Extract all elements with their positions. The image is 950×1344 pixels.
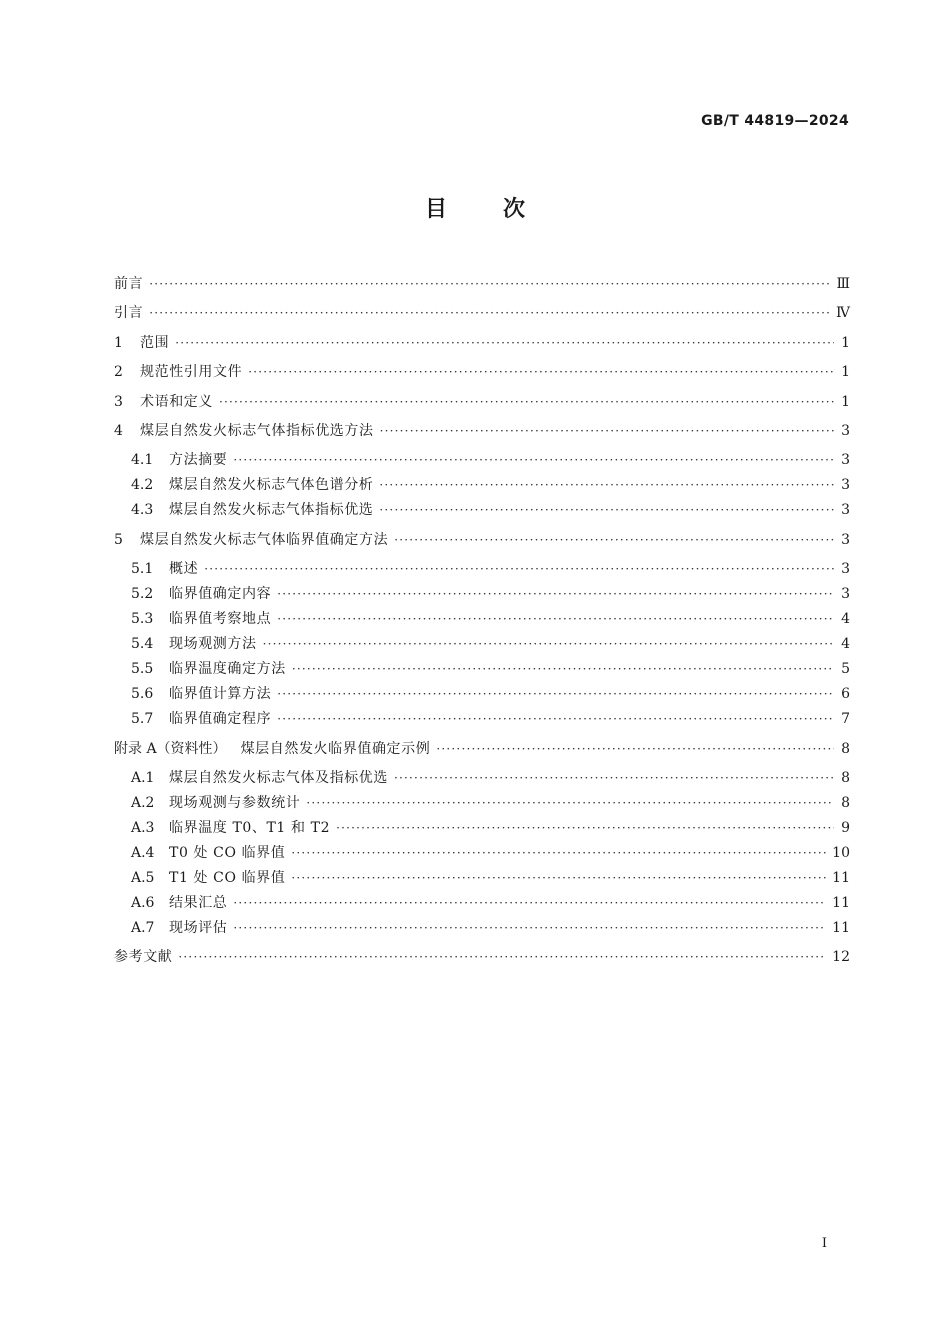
toc-entry-page: 1 [841,364,850,381]
toc-entry[interactable] [114,682,850,707]
toc-entry-page: 1 [841,334,850,351]
toc-entry[interactable] [114,866,850,891]
toc-leader [263,632,834,657]
toc-entry-text: 方法摘要 [169,452,228,469]
toc-entry-number: 5 [114,531,123,548]
toc-entry[interactable] [114,916,850,945]
toc-entry-page: 8 [841,794,850,811]
toc-leader [277,707,834,732]
toc-leader [219,390,834,415]
toc-entry-number: 5.2 [131,586,154,603]
toc-entry[interactable] [114,360,850,389]
toc-entry-page: 3 [841,452,850,469]
toc-leader [379,498,834,523]
toc-entry-number: 5.4 [131,636,154,653]
toc-entry-number: A.4 [131,844,155,861]
toc-entry[interactable] [114,816,850,841]
toc-entry[interactable] [114,945,850,974]
toc-entry[interactable] [114,272,850,301]
toc-leader [204,557,834,582]
toc-leader [292,657,834,682]
toc-entry-page: 12 [832,949,850,966]
toc-leader [394,766,834,791]
toc-entry-page: 11 [832,869,850,886]
toc-entry[interactable] [114,891,850,916]
toc-leader [380,419,834,444]
toc-entry-page: 1 [841,393,850,410]
toc-leader [178,945,826,970]
toc-entry-text: 概述 [169,561,199,578]
toc-entry-text: 范围 [140,334,170,351]
toc-entry[interactable] [114,707,850,736]
toc-entry-number: 5.5 [131,661,154,678]
toc-entry-page: 3 [841,422,850,439]
toc-entry-number: A.3 [131,819,155,836]
toc-entry-page: Ⅳ [836,305,850,322]
toc-entry-text: 引言 [114,305,144,322]
toc-entry-text: T0 处 CO 临界值 [169,844,286,861]
toc-entry-page: 9 [841,819,850,836]
toc-entry-text: 现场评估 [169,919,228,936]
toc-entry-page: 8 [841,769,850,786]
toc-entry[interactable] [114,737,850,766]
toc-entry-text: 临界值确定程序 [169,711,272,728]
toc-entry-page: Ⅲ [836,276,850,292]
toc-entry[interactable] [114,607,850,632]
toc-entry-text: 参考文献 [114,949,173,966]
toc-entry-number: A.6 [131,894,155,911]
toc-entry-page: 10 [832,844,850,861]
toc-entry-text: 临界温度确定方法 [169,661,286,678]
toc-entry-page: 4 [841,636,850,653]
toc-entry[interactable] [114,498,850,527]
toc-entry[interactable] [114,419,850,448]
toc-entry-text: 煤层自然发火标志气体指标优选 [169,502,374,519]
toc-entry-number: 5.6 [131,686,154,703]
toc-entry[interactable] [114,557,850,582]
toc-entry[interactable] [114,390,850,419]
toc-leader [149,272,830,297]
page-number: I [821,1236,827,1251]
toc-entry-text: 煤层自然发火标志气体及指标优选 [169,769,388,786]
toc-entry[interactable] [114,448,850,473]
toc-entry-number: A.5 [131,869,155,886]
toc-entry-number: 附录 A（资料性） [114,740,227,757]
toc-leader [149,301,830,326]
toc-entry[interactable] [114,766,850,791]
toc-entry-page: 11 [832,894,850,911]
toc-entry-text: 现场观测与参数统计 [169,794,301,811]
toc-entry-text: 前言 [114,276,144,292]
toc-entry-text: 临界值确定内容 [169,586,272,603]
toc-leader [379,473,834,498]
toc-entry-text: 现场观测方法 [169,636,257,653]
toc-leader [277,682,834,707]
toc-entry-page: 7 [841,711,850,728]
toc-entry-text: 术语和定义 [140,393,213,410]
toc-entry[interactable] [114,528,850,557]
toc-entry-text: T1 处 CO 临界值 [169,869,286,886]
toc-entry[interactable] [114,632,850,657]
toc-entry[interactable] [114,473,850,498]
toc-entry-number: 1 [114,334,123,351]
toc-leader [233,448,834,473]
toc-leader [277,607,834,632]
toc-entry-number: 2 [114,364,123,381]
standard-code: GB/T 44819—2024 [701,113,849,129]
toc-entry-number: 4.2 [131,477,154,494]
toc-leader [336,816,834,841]
toc-leader [291,866,826,891]
toc-leader [277,582,834,607]
toc-entry-page: 3 [841,502,850,519]
toc-entry-page: 8 [841,740,850,757]
toc-entry-number: 3 [114,393,123,410]
toc-entry[interactable] [114,791,850,816]
toc-entry-text: 临界值计算方法 [169,686,272,703]
toc-entry-number: A.7 [131,919,155,936]
toc-entry-text: 煤层自然发火标志气体指标优选方法 [140,422,374,439]
toc-entry[interactable] [114,331,850,360]
toc-entry-page: 3 [841,561,850,578]
toc-entry-page: 3 [841,586,850,603]
toc-entry-number: A.2 [131,794,155,811]
toc-entry[interactable] [114,657,850,682]
toc-entry-page: 3 [841,531,850,548]
toc-entry[interactable] [114,582,850,607]
toc-entry-text: 规范性引用文件 [140,364,243,381]
toc-leader [291,841,826,866]
toc-entry-number: 5.1 [131,561,154,578]
toc-entry-page: 3 [841,477,850,494]
toc-entry-number: 4.1 [131,452,154,469]
toc-entry-number: 5.7 [131,711,154,728]
toc-leader [436,737,834,762]
toc-entry-page: 5 [841,661,850,678]
toc-entry-number: 4 [114,422,123,439]
toc-leader [175,331,834,356]
toc-leader [233,916,826,941]
toc-entry-number: A.1 [131,769,155,786]
toc-entry-number: 5.3 [131,611,154,628]
toc-entry-text: 临界值考察地点 [169,611,272,628]
toc-entry-page: 11 [832,919,850,936]
toc-entry-text: 煤层自然发火标志气体色谱分析 [169,477,374,494]
toc-entry-text: 结果汇总 [169,894,228,911]
toc-entry[interactable] [114,301,850,330]
toc-leader [394,528,834,553]
toc-entry-page: 6 [841,686,850,703]
toc-leader [233,891,826,916]
toc-entry-text: 临界温度 T0、T1 和 T2 [169,819,331,836]
toc-leader [248,360,834,385]
toc-entry-text: 煤层自然发火临界值确定示例 [240,740,431,757]
page-title: 目次 [424,197,581,222]
toc-entry-page: 4 [841,611,850,628]
table-of-contents [114,272,850,975]
toc-entry-text: 煤层自然发火标志气体临界值确定方法 [140,531,389,548]
toc-leader [306,791,834,816]
toc-entry[interactable] [114,841,850,866]
toc-entry-number: 4.3 [131,502,154,519]
